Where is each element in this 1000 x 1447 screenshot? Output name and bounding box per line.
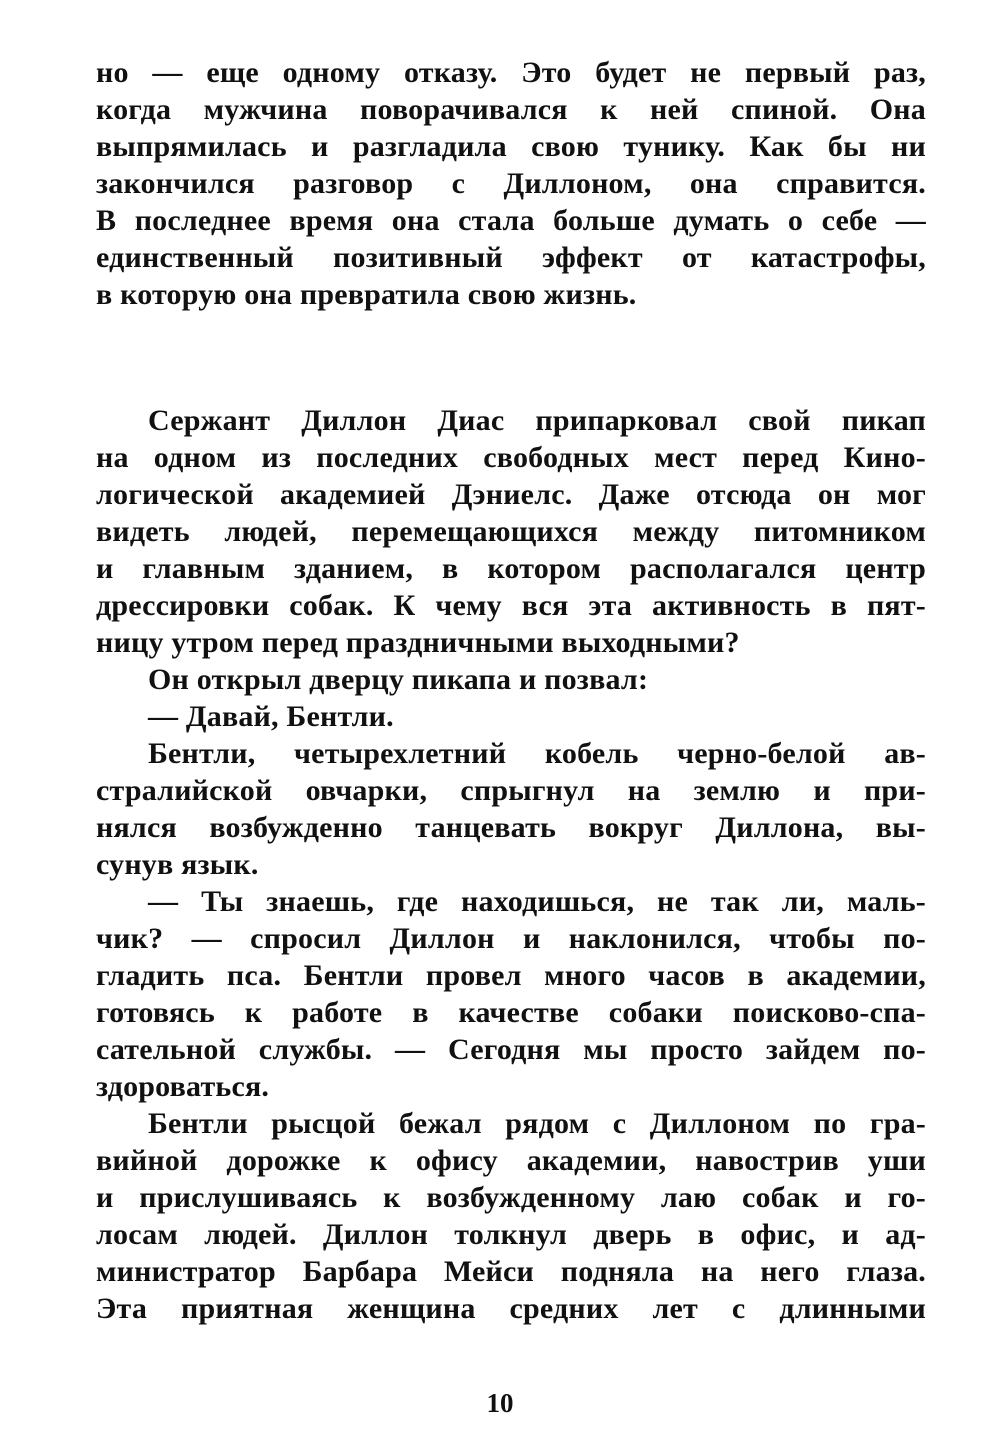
text-line: и прислушиваясь к возбужденному лаю собак и го- <box>96 1181 926 1214</box>
text-line: чик? — спросил Диллон и наклонился, чтобы по- <box>96 922 926 955</box>
text-line: вийной дорожке к офису академии, навострив уши <box>96 1144 926 1177</box>
text-line: выпрямилась и разгладила свою тунику. Как бы ни <box>96 130 926 163</box>
text-line: логической академией Дэниелс. Даже отсюда он мог <box>96 478 926 511</box>
text-line: — Ты знаешь, где находишься, не так ли, маль- <box>148 885 926 918</box>
text-line: на одном из последних свободных мест перед Кино- <box>96 441 926 474</box>
text-line: министратор Барбара Мейси подняла на него глаза. <box>96 1255 926 1288</box>
text-line: ницу утром перед праздничными выходными? <box>96 626 740 659</box>
text-line: Он открыл дверцу пикапа и позвал: <box>148 663 649 696</box>
text-line: лосам людей. Диллон толкнул дверь в офис, и ад- <box>96 1218 926 1251</box>
text-line: В последнее время она стала больше думать о себе — <box>96 204 926 237</box>
text-line: здороваться. <box>96 1070 270 1103</box>
text-line: готовясь к работе в качестве собаки поисково-спа- <box>96 996 926 1029</box>
text-line: и главным зданием, в котором располагался центр <box>96 552 926 585</box>
text-line: единственный позитивный эффект от катастрофы, <box>96 241 926 274</box>
text-line: сунув язык. <box>96 848 259 881</box>
text-line: — Давай, Бентли. <box>148 700 394 733</box>
text-line: но — еще одному отказу. Это будет не первый раз, <box>96 56 926 89</box>
text-line: видеть людей, перемещающихся между питомником <box>96 515 926 548</box>
text-line: закончился разговор с Диллоном, она справится. <box>96 167 926 200</box>
page-number: 10 <box>486 1388 514 1418</box>
text-line: Эта приятная женщина средних лет с длинными <box>96 1292 926 1325</box>
paragraph-block-top <box>96 54 926 313</box>
text-line: Бентли, четырехлетний кобель черно-белой ав- <box>148 737 926 770</box>
text-line: когда мужчина поворачивался к ней спиной. Она <box>96 93 926 126</box>
text-line: дрессировки собак. К чему вся эта активность в пят- <box>96 589 926 622</box>
text-line: в которую она превратила свою жизнь. <box>96 278 637 311</box>
text-line: гладить пса. Бентли провел много часов в академии, <box>96 959 926 992</box>
text-line: нялся возбужденно танцевать вокруг Диллона, вы- <box>96 811 926 844</box>
text-line: Бентли рысцой бежал рядом с Диллоном по гра- <box>148 1107 926 1140</box>
text-line: сательной службы. — Сегодня мы просто зайдем по- <box>96 1033 926 1066</box>
text-line: Сержант Диллон Диас припарковал свой пикап <box>148 404 926 437</box>
paragraph-block-main <box>96 402 926 1327</box>
text-line: стралийской овчарки, спрыгнул на землю и при- <box>96 774 926 807</box>
